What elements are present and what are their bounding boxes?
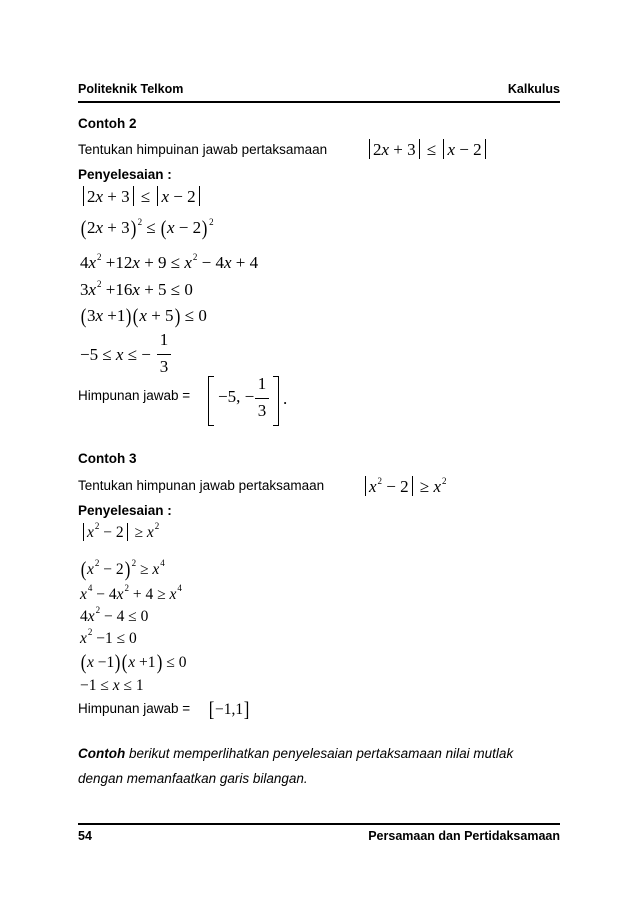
step3-expanded: $x^4 - 4x^2 + 4 \ge x^4$ — [80, 583, 182, 603]
step3-factored: (x −1)(x +1) ≤ 0 — [80, 650, 187, 674]
fraction-denominator: 3 — [159, 357, 169, 376]
step-interval: −5 ≤ x ≤ − — [80, 345, 151, 364]
footer-rule — [78, 823, 560, 825]
step3-abs: $x^2 - 2 \ge x^2$ — [80, 523, 159, 541]
step3-squared: $(x^2 - 2) ^2 \ge x^4$ — [80, 557, 165, 581]
page-number: 54 — [78, 829, 92, 843]
step3-divided: $x^2 -1 \le 0$ — [80, 627, 137, 647]
right-bracket — [273, 376, 279, 426]
step-expanded: $4x^2 +12x + 9 \le x^2 - 4x + 4$ — [80, 252, 259, 272]
step-factored: (3x +1)(x + 5) ≤ 0 — [80, 304, 207, 328]
answer-fraction-line — [255, 398, 269, 399]
answer-denominator: 3 — [257, 401, 267, 420]
fraction-numerator: 1 — [159, 330, 169, 349]
answer-period: . — [283, 389, 288, 408]
header-left: Politeknik Telkom — [78, 82, 184, 96]
header-rule — [78, 101, 560, 103]
step3-simplified: $4x^2 - 4 \le 0$ — [80, 605, 149, 625]
example3-inequality: $x^2 - 2 \ge x^2$ — [362, 476, 447, 496]
step-abs: 2x + 3 ≤ x − 2 — [80, 186, 203, 206]
answer3-interval: [−1,1] — [208, 697, 250, 721]
answer-numerator: 1 — [257, 374, 267, 393]
example2-inequality: 2x + 3 ≤ x − 2 — [366, 139, 489, 159]
example3-solution-label: Penyelesaian : — [78, 503, 172, 518]
fraction-line — [157, 354, 171, 355]
step-simplified: $3x^2 +16x + 5 \le 0$ — [80, 279, 193, 299]
example2-solution-label: Penyelesaian : — [78, 167, 172, 182]
closing-text: berikut memperlihatkan penyelesaian pertaksamaan nilai mutlak dengan memanfaatkan garis bilangan. — [78, 746, 514, 786]
example2-prompt: Tentukan himpuinan jawab pertaksamaan — [78, 142, 328, 157]
answer-interval: −5, − — [218, 387, 255, 406]
header-right: Kalkulus — [507, 82, 560, 96]
left-bracket — [208, 376, 214, 426]
example3-title: Contoh 3 — [78, 451, 137, 466]
example2-answer-label: Himpunan jawab = — [78, 388, 191, 403]
step-squared: (2x + 3) $^2$ ≤ (x − 2) $^2$ — [80, 216, 214, 240]
closing-emph: Contoh — [78, 746, 126, 761]
chapter-title: Persamaan dan Pertidaksamaan — [368, 829, 560, 843]
step3-interval: −1 ≤ x ≤ 1 — [80, 677, 144, 694]
example2-title: Contoh 2 — [78, 116, 137, 131]
example3-prompt: Tentukan himpunan jawab pertaksamaan — [78, 478, 325, 493]
example3-answer-label: Himpunan jawab = — [78, 701, 191, 716]
closing-paragraph — [78, 741, 560, 791]
